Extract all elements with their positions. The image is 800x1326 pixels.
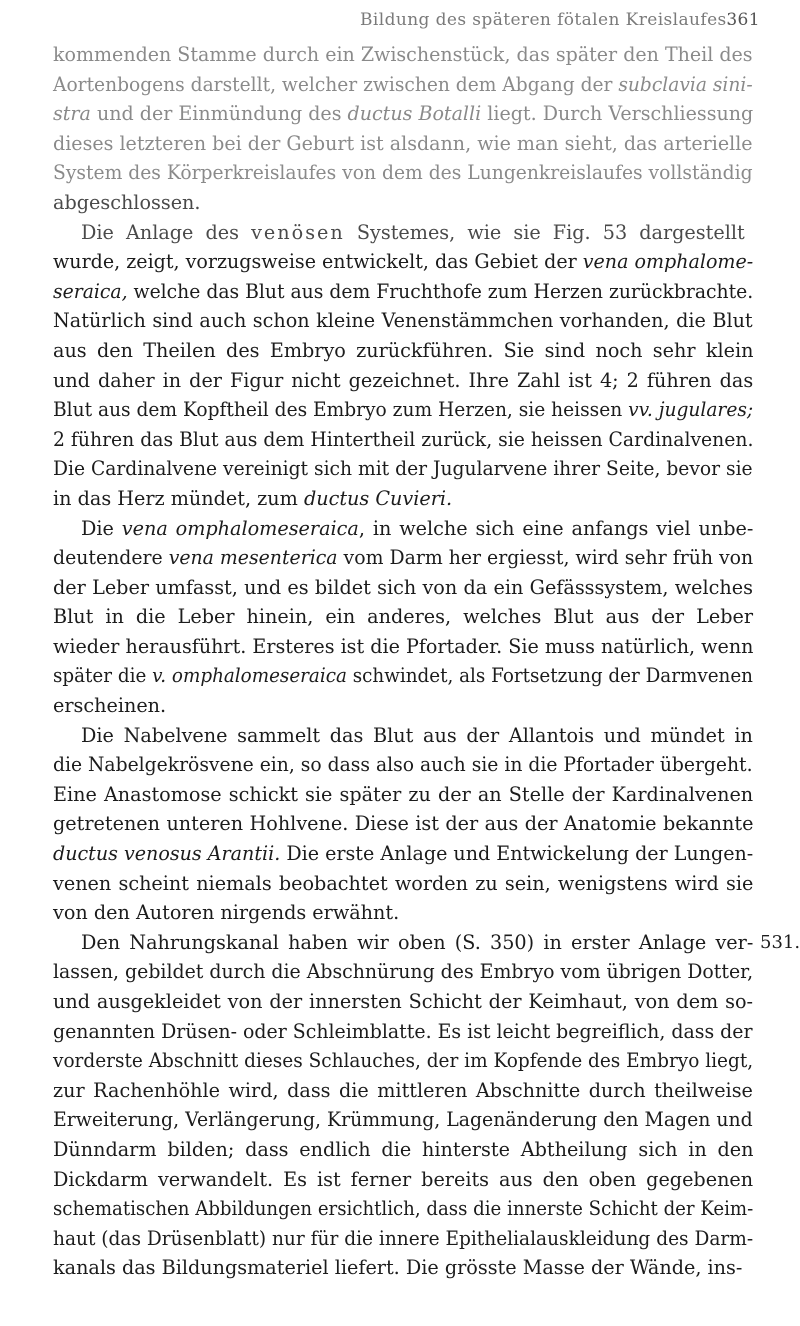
text-segment: und der Einmündung des [90,102,348,126]
text-segment: vorderste Abschnitt dieses Schlauches, der im Kopfende des Embryo liegt, [53,1049,754,1073]
text-segment: kommenden Stamme durch ein Zwischenstück, das später den Theil des [53,43,753,66]
text-line [53,750,753,780]
italic-term: vena omphalomeseraica [121,516,359,540]
text-line [53,514,753,544]
text-segment: wurde, zeigt, vorzugsweise entwickelt, das Gebiet der [53,250,583,274]
text-line [53,691,753,721]
text-line [53,158,753,188]
text-line [53,928,753,958]
text-segment: Dünndarm bilden; dass endlich die hinterste Abtheilung sich in den [53,1137,754,1161]
text-segment: aus den Theilen des Embryo zurückführen. Sie sind noch sehr klein [53,338,754,362]
text-line [53,1224,754,1254]
text-line [53,1165,753,1195]
text-line [53,1194,754,1224]
text-line [53,780,753,810]
text-segment: wieder herausführt. Ersteres ist die Pfortader. Sie muss natürlich, wenn [53,634,754,658]
text-line [53,661,753,691]
text-segment: 2 führen das Blut aus dem Hintertheil zurück, sie heissen Cardinalvenen. [53,427,754,451]
text-segment: und daher in der Figur nicht gezeichnet. Ihre Zahl ist 4; 2 führen das [53,368,754,392]
running-title: Bildung des späteren fötalen Kreislaufes. [360,10,733,30]
body-text [53,40,753,1283]
spaced-term: venösen [251,220,345,244]
text-line [53,218,753,248]
text-segment: schwindet, als Fortsetzung der Darmvenen [346,664,753,688]
italic-term: ductus venosus Arantii. [53,842,281,866]
text-segment: die Nabelgekrösvene ein, so dass also auch sie in die Pfortader übergeht. [53,753,753,777]
text-segment: Natürlich sind auch schon kleine Venenstämmchen vorhanden, die Blut [53,309,753,333]
text-segment: Erweiterung, Verlängerung, Krümmung, Lagenänderung den Magen und [53,1108,753,1132]
text-line [53,277,754,307]
text-line [53,721,753,751]
italic-term: vv. jugulares; [628,398,754,422]
text-segment: genannten Drüsen- oder Schleimblatte. Es ist leicht begreiflich, dass der [53,1019,753,1043]
text-segment: venen scheint niemals beobachtet worden zu sein, wenigstens wird sie [53,871,754,895]
text-segment: liegt. Durch Verschliessung [481,102,754,126]
text-segment: kanals das Bildungsmateriel liefert. Die grösste Masse der Wände, ins- [53,1256,743,1280]
text-segment: haut (das Drüsenblatt) nur für die innere Epithelialauskleidung des Darm- [53,1226,754,1250]
text-line [53,454,753,484]
text-segment: vom Darm her ergiesst, wird sehr früh von [337,546,754,570]
italic-term: ductus Botalli [347,102,482,126]
italic-term: seraica, [53,279,128,303]
text-line [53,425,754,455]
text-line [53,1135,753,1165]
text-line [53,632,754,662]
text-segment: zur Rachenhöhle wird, dass die mittleren Abschnitte durch theilweise [53,1078,753,1102]
text-line [53,898,753,928]
text-segment: erscheinen. [53,694,167,718]
text-segment: Den Nahrungskanal haben wir oben (S. 350) in erster Anlage ver- [81,930,754,954]
text-segment: System des Körperkreislaufes von dem des Lungenkreislaufes vollständig [53,161,753,185]
text-segment: Eine Anastomose schickt sie später zu der an Stelle der Kardinalvenen [53,782,754,806]
page-number: 361 [726,10,760,30]
text-line [53,70,753,100]
text-segment: abgeschlossen. [53,190,201,214]
text-segment: Die erste Anlage und Entwickelung der Lungen- [280,842,754,866]
text-line [53,129,753,159]
text-line [53,1076,753,1106]
text-segment: Blut in die Leber hinein, ein anderes, welches Blut aus der Leber [53,605,754,629]
text-line [53,40,753,70]
text-line [53,484,753,514]
text-segment: der Leber umfasst, und es bildet sich von da ein Gefässsystem, welches [53,575,753,599]
text-line [53,306,753,336]
text-segment: Die Cardinalvene vereinigt sich mit der Jugularvene ihrer Seite, bevor sie [53,457,753,481]
text-line [53,395,754,425]
text-segment: Die Anlage des [81,220,252,244]
italic-term: ductus Cuvieri. [303,486,453,510]
text-segment: Dickdarm verwandelt. Es ist ferner bereits aus den oben gegebenen [53,1167,754,1191]
text-segment: , in welche sich eine anfangs viel unbe- [358,516,754,540]
text-line [53,336,753,366]
text-segment: dieses letzteren bei der Geburt ist alsdann, wie man sieht, das arterielle [53,131,753,155]
text-line [53,188,753,218]
page-header [0,10,800,38]
text-segment: lassen, gebildet durch die Abschnürung des Embryo vom übrigen Dotter, [53,960,754,984]
italic-term: vena omphalome- [582,250,754,274]
text-line [53,1017,753,1047]
text-line [53,543,754,573]
text-line [53,987,753,1017]
text-line [53,99,754,129]
text-line [53,602,753,632]
text-line [53,839,754,869]
text-segment: Die [81,516,122,540]
text-line [53,1253,753,1283]
margin-note: 531. [760,932,800,953]
italic-term: v. omphalomeseraica [152,664,347,688]
text-line [53,247,754,277]
text-line [53,573,753,603]
text-segment: Die Nabelvene sammelt das Blut aus der Allantois und mündet in [81,723,753,747]
text-segment: Aortenbogens darstellt, welcher zwischen dem Abgang der [53,72,619,96]
text-line [53,809,753,839]
text-line [53,869,753,899]
text-line [53,366,753,396]
text-segment: Blut aus dem Kopftheil des Embryo zum Herzen, sie heissen [53,398,629,422]
text-line [53,1105,753,1135]
text-segment: deutendere [53,546,169,570]
text-segment: und ausgekleidet von der innersten Schicht der Keimhaut, von dem so- [53,990,754,1013]
text-line [53,957,754,987]
italic-term: vena mesenterica [168,546,338,570]
text-segment: schematischen Abbildungen ersichtlich, dass die innerste Schicht der Keim- [53,1197,754,1221]
text-segment: Systemes, wie sie Fig. 53 dargestellt [344,220,745,244]
italic-term: stra [53,102,91,126]
text-segment: von den Autoren nirgends erwähnt. [53,901,400,925]
text-line [53,1046,754,1076]
italic-term: subclavia sini- [618,72,753,96]
text-segment: in das Herz mündet, zum [53,486,304,510]
text-segment: welche das Blut aus dem Fruchthofe zum Herzen zurückbrachte. [127,279,754,303]
text-segment: später die [53,664,153,688]
text-segment: getretenen unteren Hohlvene. Diese ist der aus der Anatomie bekannte [53,812,754,836]
